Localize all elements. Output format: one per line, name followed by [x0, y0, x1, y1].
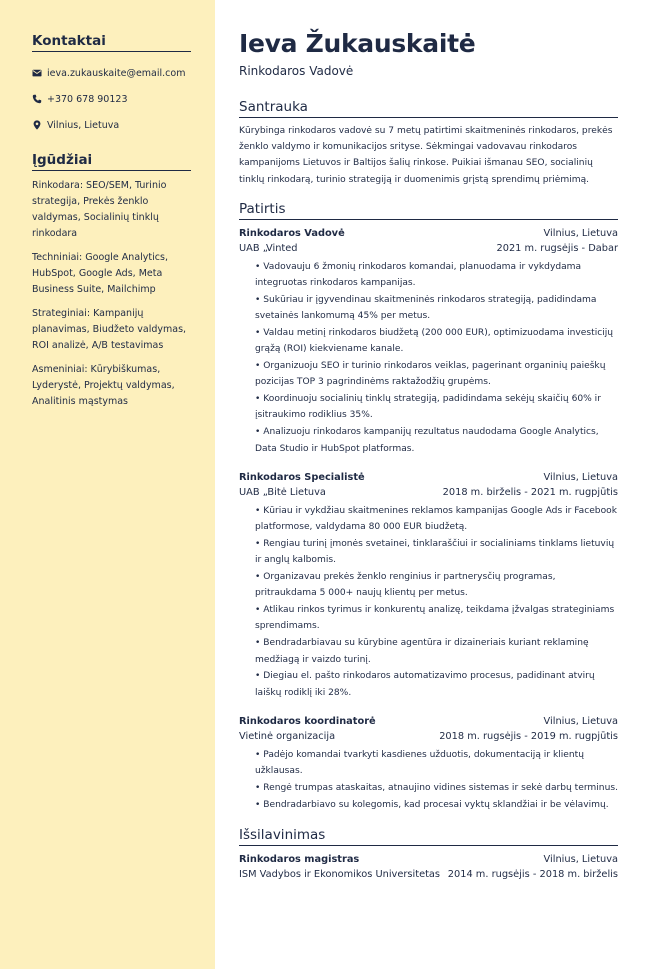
contacts-heading: Kontaktai — [32, 33, 191, 52]
summary-section — [239, 99, 618, 188]
job-header — [239, 226, 618, 241]
job-bullets — [239, 503, 618, 701]
skill-group-technical: Techniniai: Google Analytics, HubSpot, Google Ads, Meta Business Suite, Mailchimp — [32, 252, 168, 295]
contact-email[interactable] — [32, 60, 191, 86]
education-entry — [239, 852, 618, 882]
contact-phone-text: +370 678 90123 — [47, 93, 128, 105]
contact-list — [32, 60, 191, 138]
skill-group-strategic: Strateginiai: Kampanijų planavimas, Biudžeto valdymas, ROI analizė, A/B testavimas — [32, 308, 187, 351]
skill-group-marketing: Rinkodara: SEO/SEM, Turinio strategija, Prekės ženklo valdymas, Socialinių tinklų rinkodara — [32, 180, 167, 239]
experience-heading: Patirtis — [239, 201, 618, 220]
education-heading: Išsilavinimas — [239, 827, 618, 846]
job-bullet: • Atlikau rinkos tyrimus ir konkurentų analizę, teikdama įžvalgas strateginiams sprendimams. — [255, 602, 618, 635]
person-title: Rinkodaros Vadovė — [239, 64, 354, 78]
job-bullet: • Bendradarbiavo su kolegomis, kad procesai vyktų sklandžiai ir be vėlavimų. — [255, 797, 618, 813]
job-bullet: • Analizuoju rinkodaros kampanijų rezultatus naudodama Google Analytics, Data Studio ir HubSpot platformas. — [255, 424, 618, 457]
skill-group-personal: Asmeniniai: Kūrybiškumas, Lyderystė, Projektų valdymas, Analitinis mąstymas — [32, 364, 175, 407]
job-location: Vilnius, Lietuva — [543, 471, 618, 483]
job-bullet: • Organizuoju SEO ir turinio rinkodaros veiklas, pagerinant organinių paieškų pozicijas TOP 3 pagrindinėms raktažodžių grupėms. — [255, 358, 618, 391]
job-entry — [239, 714, 618, 813]
skills-list — [32, 178, 191, 410]
education-dates: 2014 m. rugsėjis - 2018 m. birželis — [447, 869, 618, 881]
job-dates: 2018 m. rugsėjis - 2019 m. rugpjūtis — [439, 730, 618, 742]
job-bullet: • Valdau metinį rinkodaros biudžetą (200 000 EUR), optimizuodama investicijų grąžą (ROI) kiekviename kanale. — [255, 325, 618, 358]
education-school: ISM Vadybos ir Ekonomikos Universitetas — [239, 869, 441, 881]
job-bullet: • Koordinuoju socialinių tinklų strategiją, padidindama sekėjų skaičių 60% ir įsitraukimo rodiklius 35%. — [255, 391, 618, 424]
job-bullet: • Bendradarbiavau su kūrybine agentūra ir dizaineriais kuriant reklaminę medžiagą ir vaizdo turinį. — [255, 635, 618, 668]
job-bullet: • Organizavau prekės ženklo renginius ir partnerysčių programas, pritraukdama 5 000+ naujų klientų per metus. — [255, 569, 618, 602]
contact-phone[interactable] — [32, 86, 191, 112]
job-bullet: • Rengė trumpas ataskaitas, atnaujino vidines sistemas ir sekė darbų terminus. — [255, 780, 618, 796]
education-section — [239, 827, 618, 882]
person-name: Ieva Žukauskaitė — [239, 29, 476, 58]
education-location: Vilnius, Lietuva — [543, 854, 618, 866]
education-degree: Rinkodaros magistras — [239, 854, 360, 866]
phone-icon — [32, 94, 42, 104]
job-header — [239, 714, 618, 729]
experience-section — [239, 201, 618, 813]
job-subheader — [239, 241, 618, 256]
job-bullet: • Kūriau ir vykdžiau skaitmenines reklamos kampanijas Google Ads ir Facebook platformose, valdydama 80 000 EUR biudžetą. — [255, 503, 618, 536]
job-bullet: • Sukūriau ir įgyvendinau skaitmeninės rinkodaros strategiją, padidindama svetainės lankomumą 45% per metus. — [255, 292, 618, 325]
job-role: Rinkodaros Vadovė — [239, 227, 345, 239]
job-subheader — [239, 729, 618, 744]
job-bullet: • Diegiau el. pašto rinkodaros automatizavimo procesus, padidinant atvirų laiškų rodiklį iki 28%. — [255, 668, 618, 701]
job-bullet: • Rengiau turinį įmonės svetainei, tinklaraščiui ir socialiniams tinklams lietuvių ir anglų kalbomis. — [255, 536, 618, 569]
contact-location-text: Vilnius, Lietuva — [47, 119, 120, 131]
main-content — [239, 28, 618, 882]
education-header — [239, 852, 618, 867]
sidebar — [0, 0, 215, 969]
job-bullets — [239, 747, 618, 813]
contact-email-text: ieva.zukauskaite@email.com — [47, 67, 186, 79]
job-location: Vilnius, Lietuva — [543, 227, 618, 239]
job-header — [239, 470, 618, 485]
job-dates: 2021 m. rugsėjis - Dabar — [496, 242, 618, 254]
job-entry — [239, 226, 618, 457]
job-bullet: • Vadovauju 6 žmonių rinkodaros komandai, planuodama ir vykdydama integruotas rinkodaros kampanijas. — [255, 259, 618, 292]
job-bullet: • Padėjo komandai tvarkyti kasdienes užduotis, dokumentaciją ir klientų užklausas. — [255, 747, 618, 780]
job-company: Vietinė organizacija — [239, 730, 336, 742]
summary-text: Kūrybinga rinkodaros vadovė su 7 metų patirtimi skaitmeninės rinkodaros, prekės ženklo valdymo ir komunikacijos srityse. Sėkmingai vadovavau rinkodaros kampanijoms Lietuvos ir Baltijos šalių rinkose. Puikiai išmanau SEO, socialinių tinklų rinkodarą, turinio strategiją ir duomenimis grįstą sprendimų priėmimą. — [239, 126, 613, 185]
job-dates: 2018 m. birželis - 2021 m. rugpjūtis — [442, 486, 618, 498]
job-role: Rinkodaros koordinatorė — [239, 715, 376, 727]
job-entry — [239, 470, 618, 701]
job-location: Vilnius, Lietuva — [543, 715, 618, 727]
summary-heading: Santrauka — [239, 99, 618, 118]
job-company: UAB „Bitė Lietuva — [239, 486, 326, 498]
job-role: Rinkodaros Specialistė — [239, 471, 365, 483]
location-pin-icon — [32, 120, 42, 130]
mail-icon — [32, 68, 42, 78]
education-subheader — [239, 867, 618, 882]
job-company: UAB „Vinted — [239, 242, 298, 254]
job-bullets — [239, 259, 618, 457]
contact-location — [32, 112, 191, 138]
skills-heading: Įgūdžiai — [32, 152, 191, 171]
job-subheader — [239, 485, 618, 500]
